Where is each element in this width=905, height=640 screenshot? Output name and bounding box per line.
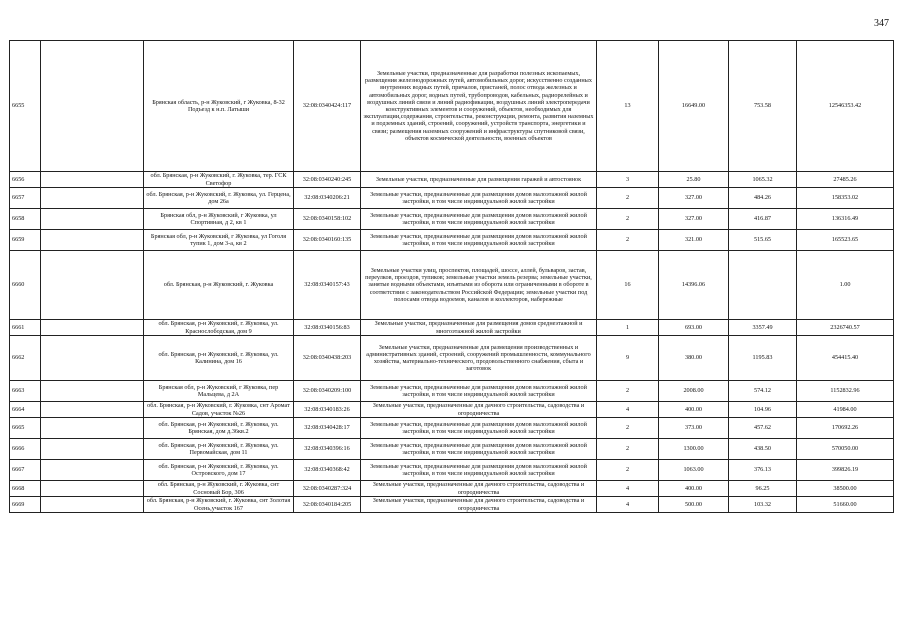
use-group-code: 9 (597, 336, 659, 381)
cadastral-number: 32:08:0340368:42 (294, 460, 361, 481)
use-group-code: 2 (597, 188, 659, 209)
use-group-code: 16 (597, 251, 659, 320)
use-group-code: 1 (597, 320, 659, 336)
area-value: 380.00 (659, 336, 729, 381)
use-group-code: 4 (597, 402, 659, 418)
address-cell: обл. Брянская, р-н Жуковский, г. Жуковка, ул. Краснослободская, дом 9 (144, 320, 294, 336)
blank-cell (41, 381, 144, 402)
use-group-code: 2 (597, 230, 659, 251)
blank-cell (41, 230, 144, 251)
specific-value: 96.25 (729, 481, 797, 497)
cadastral-value-table (9, 40, 894, 513)
specific-value: 438.50 (729, 439, 797, 460)
specific-value: 376.13 (729, 460, 797, 481)
specific-value (729, 251, 797, 320)
table-row (10, 230, 894, 251)
table-row (10, 497, 894, 513)
cadastral-value: 1.00 (797, 251, 894, 320)
table-body (10, 41, 894, 513)
specific-value: 484.26 (729, 188, 797, 209)
table-row (10, 251, 894, 320)
page-number: 347 (874, 18, 889, 29)
cadastral-number: 32:08:0340157:43 (294, 251, 361, 320)
table-row (10, 320, 894, 336)
specific-value: 574.12 (729, 381, 797, 402)
cadastral-value: 570050.00 (797, 439, 894, 460)
blank-cell (41, 41, 144, 172)
row-number: 6659 (10, 230, 41, 251)
land-use-description: Земельные участки, предназначенные для размещения домов малоэтажной жилой застройки, в том числе индивидуальной жилой застройки (361, 418, 597, 439)
specific-value: 1065.32 (729, 172, 797, 188)
blank-cell (41, 402, 144, 418)
row-number: 6658 (10, 209, 41, 230)
land-use-description: Земельные участки, предназначенные для дачного строительства, садоводства и огородничества (361, 497, 597, 513)
land-use-description: Земельные участки, предназначенные для размещения гаражей и автостоянок (361, 172, 597, 188)
area-value: 16649.00 (659, 41, 729, 172)
row-number: 6669 (10, 497, 41, 513)
row-number: 6667 (10, 460, 41, 481)
specific-value: 753.58 (729, 41, 797, 172)
use-group-code: 2 (597, 381, 659, 402)
use-group-code: 2 (597, 418, 659, 439)
use-group-code: 2 (597, 460, 659, 481)
cadastral-value: 27485.26 (797, 172, 894, 188)
area-value: 1063.00 (659, 460, 729, 481)
row-number: 6665 (10, 418, 41, 439)
cadastral-number: 32:08:0340287:324 (294, 481, 361, 497)
address-cell: обл. Брянская, р-н Жуковский, г. Жуковка, ул. Брянская, дом д.36кв.2 (144, 418, 294, 439)
blank-cell (41, 209, 144, 230)
row-number: 6666 (10, 439, 41, 460)
cadastral-value: 158353.02 (797, 188, 894, 209)
row-number: 6657 (10, 188, 41, 209)
address-cell: обл. Брянская, р-н Жуковский, г. Жуковка, снт Сосновый Бор, 306 (144, 481, 294, 497)
table-row (10, 172, 894, 188)
address-cell: обл. Брянская, р-н Жуковский, г. Жуковка, ул. Калинина, дом 16 (144, 336, 294, 381)
land-use-description: Земельные участки, предназначенные для размещения производственных и административных зданий, строений, сооружений промышленности, коммунального хозяйства, материально-технического, продовольственного снабжения, сбыта и заготовок (361, 336, 597, 381)
specific-value: 457.62 (729, 418, 797, 439)
blank-cell (41, 497, 144, 513)
land-use-description: Земельные участки, предназначенные для размещения домов малоэтажной жилой застройки, в том числе индивидуальной жилой застройки (361, 439, 597, 460)
cadastral-number: 32:08:0340424:117 (294, 41, 361, 172)
cadastral-number: 32:08:0340158:102 (294, 209, 361, 230)
use-group-code: 3 (597, 172, 659, 188)
cadastral-number: 32:08:0340240:245 (294, 172, 361, 188)
blank-cell (41, 251, 144, 320)
cadastral-value: 41984.00 (797, 402, 894, 418)
land-use-description: Земельные участки улиц, проспектов, площадей, шоссе, аллей, бульваров, застав, переулков, проездов, тупиков; земельные участки земель резерва; земельные участки, занятые водными объектами, изъятыми из оборота или ограниченными в обороте в соответствии с законодательством Российской Федерации; земельные участки под полосами отвода водоемов, каналов и коллекторов, набережные (361, 251, 597, 320)
address-cell: Брянская область, р-н Жуковский, г Жуковка, 8-32 Подъезд к н.п. Латыши (144, 41, 294, 172)
cadastral-value: 170692.26 (797, 418, 894, 439)
cadastral-number: 32:08:0340184:205 (294, 497, 361, 513)
row-number: 6664 (10, 402, 41, 418)
cadastral-value: 2326740.57 (797, 320, 894, 336)
land-use-description: Земельные участки, предназначенные для размещения домов среднеэтажной и многоэтажной жилой застройки (361, 320, 597, 336)
use-group-code: 4 (597, 497, 659, 513)
area-value: 693.00 (659, 320, 729, 336)
blank-cell (41, 481, 144, 497)
row-number: 6668 (10, 481, 41, 497)
area-value: 373.00 (659, 418, 729, 439)
land-use-description: Земельные участки, предназначенные для размещения домов малоэтажной жилой застройки, в том числе индивидуальной жилой застройки (361, 188, 597, 209)
blank-cell (41, 320, 144, 336)
use-group-code: 4 (597, 481, 659, 497)
cadastral-value: 38500.00 (797, 481, 894, 497)
blank-cell (41, 418, 144, 439)
cadastral-value: 12546353.42 (797, 41, 894, 172)
table-row (10, 439, 894, 460)
cadastral-number: 32:08:0340183:26 (294, 402, 361, 418)
land-use-description: Земельные участки, предназначенные для размещения домов малоэтажной жилой застройки, в том числе индивидуальной жилой застройки (361, 460, 597, 481)
area-value: 14396.06 (659, 251, 729, 320)
row-number: 6662 (10, 336, 41, 381)
cadastral-number: 32:08:0340206:21 (294, 188, 361, 209)
row-number: 6656 (10, 172, 41, 188)
area-value: 25.80 (659, 172, 729, 188)
address-cell: обл. Брянская, р-н Жуковский, г. Жуковка, ул. Герцена, дом 26а (144, 188, 294, 209)
land-use-description: Земельные участки, предназначенные для размещения домов малоэтажной жилой застройки, в том числе индивидуальной жилой застройки (361, 230, 597, 251)
row-number: 6660 (10, 251, 41, 320)
table-row (10, 418, 894, 439)
blank-cell (41, 336, 144, 381)
cadastral-number: 32:08:0340160:135 (294, 230, 361, 251)
cadastral-number: 32:08:0340209:100 (294, 381, 361, 402)
address-cell: обл. Брянская, р-н Жуковский, г. Жуковка, тер. ГСК Светофор (144, 172, 294, 188)
specific-value: 104.96 (729, 402, 797, 418)
use-group-code: 2 (597, 439, 659, 460)
area-value: 327.00 (659, 188, 729, 209)
blank-cell (41, 188, 144, 209)
address-cell: Брянская обл, р-н Жуковский, г Жуковка, ул Спортивная, д 2, кв 1 (144, 209, 294, 230)
table-row (10, 381, 894, 402)
cadastral-value: 51660.00 (797, 497, 894, 513)
address-cell: Брянская обл, р-н Жуковский, г Жуковка, пер Мальцева, д 2А (144, 381, 294, 402)
address-cell: обл. Брянская, р-н Жуковский, г. Жуковка, ул. Первомайская, дом 11 (144, 439, 294, 460)
cadastral-number: 32:08:0340156:83 (294, 320, 361, 336)
address-cell: обл. Брянская, р-н Жуковский, г. Жуковка, снт Золотая Осень,участок 167 (144, 497, 294, 513)
cadastral-value: 399826.19 (797, 460, 894, 481)
blank-cell (41, 439, 144, 460)
table-row (10, 188, 894, 209)
row-number: 6655 (10, 41, 41, 172)
table-row (10, 402, 894, 418)
specific-value: 515.65 (729, 230, 797, 251)
land-use-description: Земельные участки, предназначенные для дачного строительства, садоводства и огородничества (361, 481, 597, 497)
table-row (10, 481, 894, 497)
row-number: 6661 (10, 320, 41, 336)
cadastral-number: 32:08:0340396:16 (294, 439, 361, 460)
area-value: 321.00 (659, 230, 729, 251)
cadastral-value: 165523.65 (797, 230, 894, 251)
table-row (10, 336, 894, 381)
specific-value: 103.32 (729, 497, 797, 513)
area-value: 1300.00 (659, 439, 729, 460)
blank-cell (41, 172, 144, 188)
specific-value: 3357.49 (729, 320, 797, 336)
use-group-code: 13 (597, 41, 659, 172)
cadastral-value: 136316.49 (797, 209, 894, 230)
land-use-description: Земельные участки, предназначенные для дачного строительства, садоводства и огородничества (361, 402, 597, 418)
address-cell: обл. Брянская, р-н Жуковский, г. Жуковка, снт Аромат Садов, участок №26 (144, 402, 294, 418)
area-value: 327.00 (659, 209, 729, 230)
cadastral-number: 32:08:0340428:17 (294, 418, 361, 439)
specific-value: 416.87 (729, 209, 797, 230)
cadastral-number: 32:08:0340438:203 (294, 336, 361, 381)
blank-cell (41, 460, 144, 481)
cadastral-value: 454415.40 (797, 336, 894, 381)
row-number: 6663 (10, 381, 41, 402)
land-use-description: Земельные участки, предназначенные для разработки полезных ископаемых, размещения железнодорожных путей, автомобильных дорог, искусственно созданных внутренних водных путей, причалов, пристаней, полос отвода железных и автомобильных дорог, водных путей, трубопроводов, кабельных, радиорелейных и воздушных линий связи и линий радиофикации, воздушных линий электропередачи конструктивных элементов и сооружений, объектов, необходимых для эксплуатации,содержания, строительства, реконструкции, ремонта, развития наземных и подземных зданий, строений, сооружений, устройств транспорта, энергетики и связи; размещения наземных сооружений и инфраструктуры спутниковой связи, объектов космической деятельности, военных объектов (361, 41, 597, 172)
address-cell: обл. Брянская, р-н Жуковский, г. Жуковка, ул. Островского, дом 17 (144, 460, 294, 481)
land-use-description: Земельные участки, предназначенные для размещения домов малоэтажной жилой застройки, в том числе индивидуальной жилой застройки (361, 381, 597, 402)
table-row (10, 209, 894, 230)
area-value: 400.00 (659, 402, 729, 418)
area-value: 400.00 (659, 481, 729, 497)
table-row (10, 460, 894, 481)
address-cell: обл. Брянская, р-н Жуковский, г. Жуковка (144, 251, 294, 320)
land-use-description: Земельные участки, предназначенные для размещения домов малоэтажной жилой застройки, в том числе индивидуальной жилой застройки (361, 209, 597, 230)
area-value: 500.00 (659, 497, 729, 513)
table-row (10, 41, 894, 172)
cadastral-value: 1152832.96 (797, 381, 894, 402)
specific-value: 1195.83 (729, 336, 797, 381)
area-value: 2008.00 (659, 381, 729, 402)
use-group-code: 2 (597, 209, 659, 230)
address-cell: Брянская обл, р-н Жуковский, г Жуковка, ул Гоголя тупик 1, дом 3-а, кв 2 (144, 230, 294, 251)
